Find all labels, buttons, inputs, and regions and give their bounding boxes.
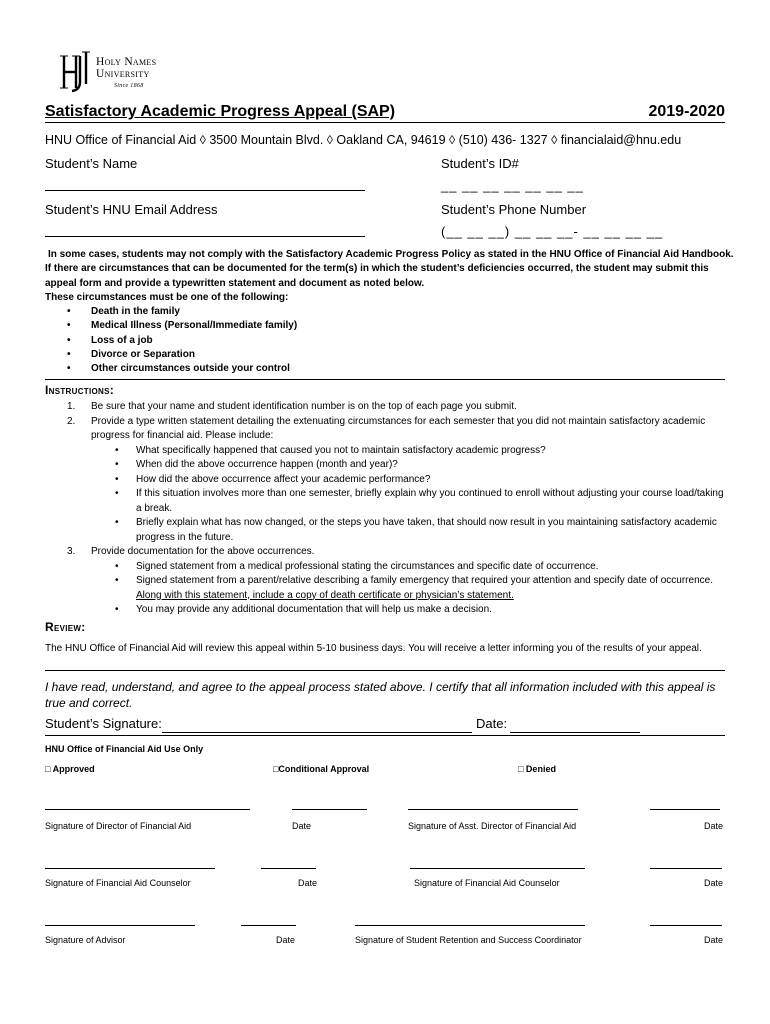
instruction-sub-underlined: Along with this statement, include a copy of death certificate or physician’s statement. <box>136 589 514 601</box>
signature-date-field[interactable] <box>510 732 640 733</box>
list-item: • Loss of a job <box>45 334 735 348</box>
intro-p1: In some cases, students may not comply with the Satisfactory Academic Progress Policy as stated in the HNU Office of Financial Aid Handbook. <box>48 249 734 260</box>
approved-checkbox[interactable]: □ Approved <box>45 764 95 774</box>
instruction-number: 1. <box>67 401 76 412</box>
logo-line1: Holy Names <box>96 56 157 68</box>
instruction-sub: • Signed statement from a medical professional stating the circumstances and specific date of occurrence. <box>45 560 725 575</box>
student-name-label: Student’s Name <box>45 156 138 171</box>
instruction-text: Be sure that your name and student identification number is on the top of each page you submit. <box>91 401 517 412</box>
denied-checkbox[interactable]: □ Denied <box>518 764 556 774</box>
counselor2-date-field[interactable] <box>650 868 722 869</box>
form-title-row <box>45 103 725 123</box>
instruction-sub: • You may provide any additional documentation that will help us make a decision. <box>45 603 725 618</box>
instruction-number: 2. <box>67 415 76 427</box>
student-name-field[interactable] <box>45 190 365 191</box>
instructions-heading: Instructions: <box>45 383 115 397</box>
signature-caption: Signature of Director of Financial Aid <box>45 821 192 831</box>
signature-caption: Signature of Financial Aid Counselor <box>45 878 191 888</box>
divider <box>45 379 725 380</box>
date-caption: Date <box>292 821 312 831</box>
signature-caption: Signature of Asst. Director of Financial Aid <box>408 821 577 831</box>
date-caption: Date <box>704 821 724 831</box>
counselor2-signature-field[interactable] <box>410 868 585 869</box>
signature-caption: Signature of Student Retention and Success Coordinator <box>355 935 582 945</box>
instructions-list <box>45 400 725 618</box>
coordinator-date-field[interactable] <box>650 925 722 926</box>
email-label: Student’s HNU Email Address <box>45 202 218 217</box>
office-use-heading: HNU Office of Financial Aid Use Only <box>45 744 204 754</box>
date-caption: Date <box>704 878 724 888</box>
university-name <box>96 56 156 92</box>
instruction-sub <box>45 574 725 603</box>
coordinator-signature-field[interactable] <box>355 925 585 926</box>
instruction-text: Provide a type written statement detailing the extenuating circumstances for each semester that you did not maintain satisfactory academic progress for financial aid. Please include: <box>91 415 706 441</box>
signature-field[interactable] <box>162 732 472 733</box>
office-address: HNU Office of Financial Aid ◊ 3500 Mountain Blvd. ◊ Oakland CA, 94619 ◊ (510) 436- 1327 ◊ financialaid@hnu.edu <box>45 133 682 147</box>
instruction-sub: • Briefly explain what has now changed, or the steps you have taken, that should now result in you maintaining satisfactory academic progress in the future. <box>45 516 725 545</box>
instruction-sub: • What specifically happened that caused you not to maintain satisfactory academic progress? <box>45 444 725 459</box>
university-logo-icon <box>56 50 94 94</box>
asst-director-date-field[interactable] <box>650 809 720 810</box>
asst-director-signature-field[interactable] <box>408 809 578 810</box>
list-item: • Other circumstances outside your control <box>45 362 735 376</box>
certification-text: I have read, understand, and agree to the appeal process stated above. I certify that all information included with this appeal is true and correct. <box>45 680 716 710</box>
instruction-sub: • If this situation involves more than one semester, briefly explain why you continued to enroll without adjusting your course load/taking a break. <box>45 487 725 516</box>
divider <box>45 670 725 671</box>
date-caption: Date <box>298 878 318 888</box>
instruction-sub-text: Signed statement from a parent/relative describing a family emergency that required your attention and specify date of occurrence. <box>136 575 713 586</box>
form-year: 2019-2020 <box>648 103 725 120</box>
director-signature-field[interactable] <box>45 809 250 810</box>
student-id-field[interactable]: __ __ __ __ __ __ __ <box>441 178 584 193</box>
instruction-1 <box>45 400 725 415</box>
logo-line2: University <box>96 68 150 80</box>
email-field[interactable] <box>45 236 365 237</box>
signature-caption: Signature of Advisor <box>45 935 126 945</box>
form-title: Satisfactory Academic Progress Appeal (SAP) <box>45 103 396 120</box>
date-caption: Date <box>704 935 724 945</box>
signature-date-label: Date: <box>476 716 508 731</box>
student-id-label: Student’s ID# <box>441 156 519 171</box>
instruction-3 <box>45 545 725 560</box>
phone-label: Student’s Phone Number <box>441 202 587 217</box>
instruction-2 <box>45 415 725 444</box>
phone-field[interactable]: (__ __ __) __ __ __- __ __ __ __ <box>441 224 664 239</box>
list-item: • Medical Illness (Personal/Immediate family) <box>45 319 735 333</box>
review-heading: Review: <box>45 620 86 634</box>
signature-caption: Signature of Financial Aid Counselor <box>414 878 560 888</box>
instruction-sub: • How did the above occurrence affect your academic performance? <box>45 473 725 488</box>
advisor-date-field[interactable] <box>241 925 296 926</box>
logo-since: Since 1868 <box>114 83 144 89</box>
instruction-sub: • When did the above occurrence happen (month and year)? <box>45 458 725 473</box>
date-caption: Date <box>276 935 296 945</box>
circumstance-list <box>45 305 735 376</box>
signature-label: Student’s Signature: <box>45 716 162 731</box>
intro-section <box>45 248 735 377</box>
instruction-number: 3. <box>67 546 76 557</box>
counselor-signature-field[interactable] <box>45 868 215 869</box>
intro-p3: These circumstances must be one of the following: <box>45 291 289 303</box>
director-date-field[interactable] <box>292 809 367 810</box>
intro-p2: If there are circumstances that can be documented for the term(s) in which the student’s deficiencies occurred, the student may submit this appeal form and provide a typewritten statement and document as noted below. <box>45 263 709 289</box>
review-text: The HNU Office of Financial Aid will review this appeal within 5-10 business days. You will receive a letter informing you of the results of your appeal. <box>45 643 702 654</box>
conditional-approval-checkbox[interactable]: □Conditional Approval <box>273 764 370 774</box>
instruction-text: Provide documentation for the above occurrences. <box>91 546 315 557</box>
divider <box>45 735 725 736</box>
counselor-date-field[interactable] <box>261 868 316 869</box>
list-item: • Death in the family <box>45 305 735 319</box>
advisor-signature-field[interactable] <box>45 925 195 926</box>
list-item: • Divorce or Separation <box>45 348 735 362</box>
